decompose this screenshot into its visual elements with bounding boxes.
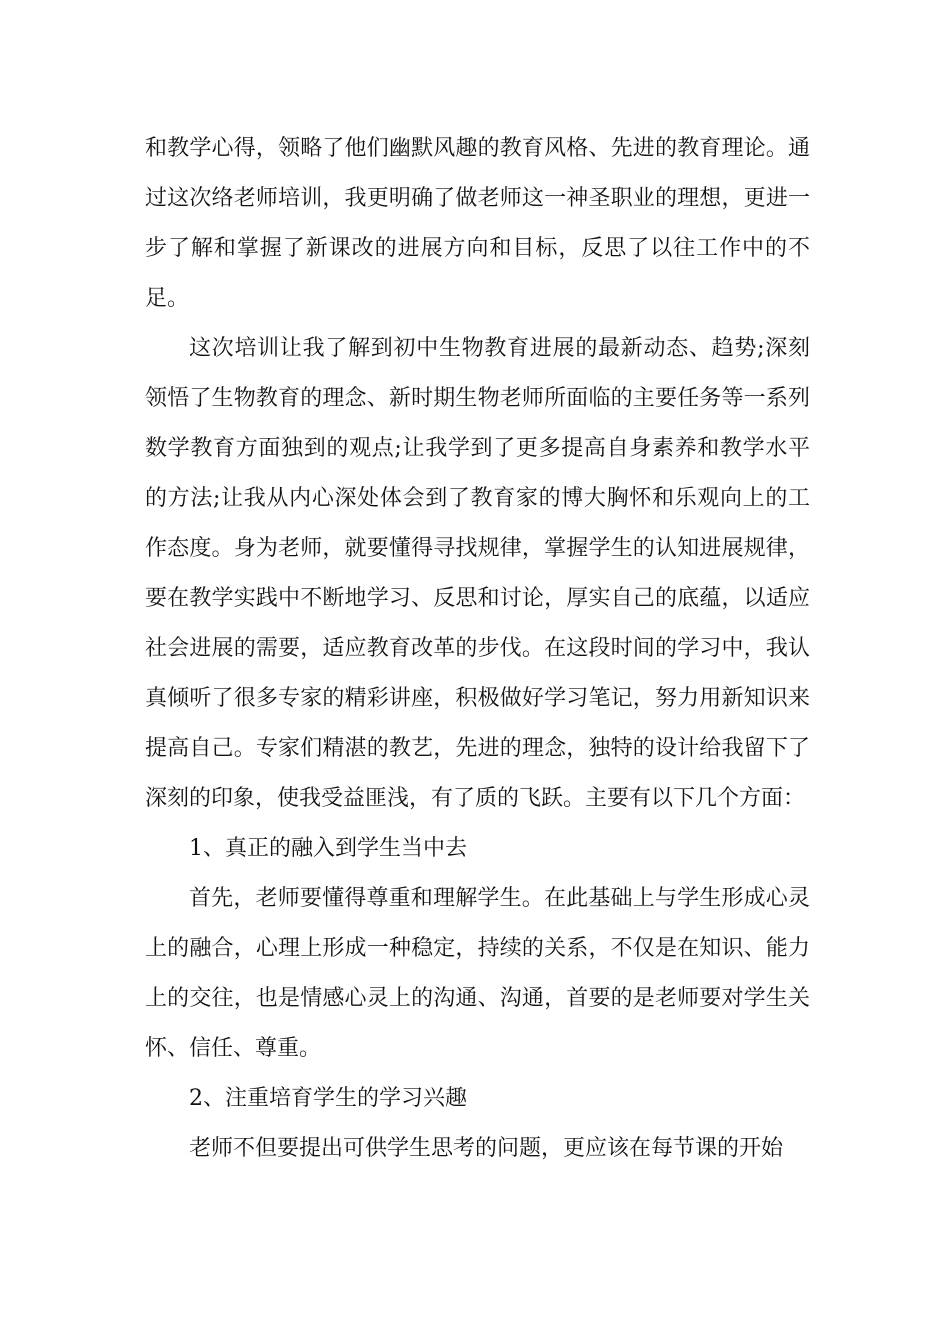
section-heading-2: 2、注重培育学生的学习兴趣 (189, 1086, 467, 1111)
paragraph-1: 和教学心得，领略了他们幽默风趣的教育风格、先进的教育理论。通过这次络老师培训，我更明确了做老师这一神圣职业的理想，更进一步了解和掌握了新课改的进展方向和目标，反思了以往工作中的不足。 (145, 136, 810, 311)
section-heading-1: 1、真正的融入到学生当中去 (189, 836, 467, 861)
paragraph-3: 首先，老师要懂得尊重和理解学生。在此基础上与学生形成心灵上的融合，心理上形成一种稳定，持续的关系，不仅是在知识、能力上的交往，也是情感心灵上的沟通、沟通，首要的是老师要对学生关怀、信任、尊重。 (145, 886, 810, 1061)
paragraph-4: 老师不但要提出可供学生思考的问题，更应该在每节课的开始 (189, 1136, 784, 1161)
paragraph-2: 这次培训让我了解到初中生物教育进展的最新动态、趋势;深刻领悟了生物教育的理念、新时期生物老师所面临的主要任务等一系列数学教育方面独到的观点;让我学到了更多提高自身素养和教学水平的方法;让我从内心深处体会到了教育家的博大胸怀和乐观向上的工作态度。身为老师，就要懂得寻找规律，掌握学生的认知进展规律，要在教学实践中不断地学习、反思和讨论，厚实自己的底蕴，以适应社会进展的需要，适应教育改革的步伐。在这段时间的学习中，我认真倾听了很多专家的精彩讲座，积极做好学习笔记，努力用新知识来提高自己。专家们精湛的教艺，先进的理念，独特的设计给我留下了深刻的印象，使我受益匪浅，有了质的飞跃。主要有以下几个方面： (145, 336, 810, 811)
document-body (145, 124, 810, 1174)
